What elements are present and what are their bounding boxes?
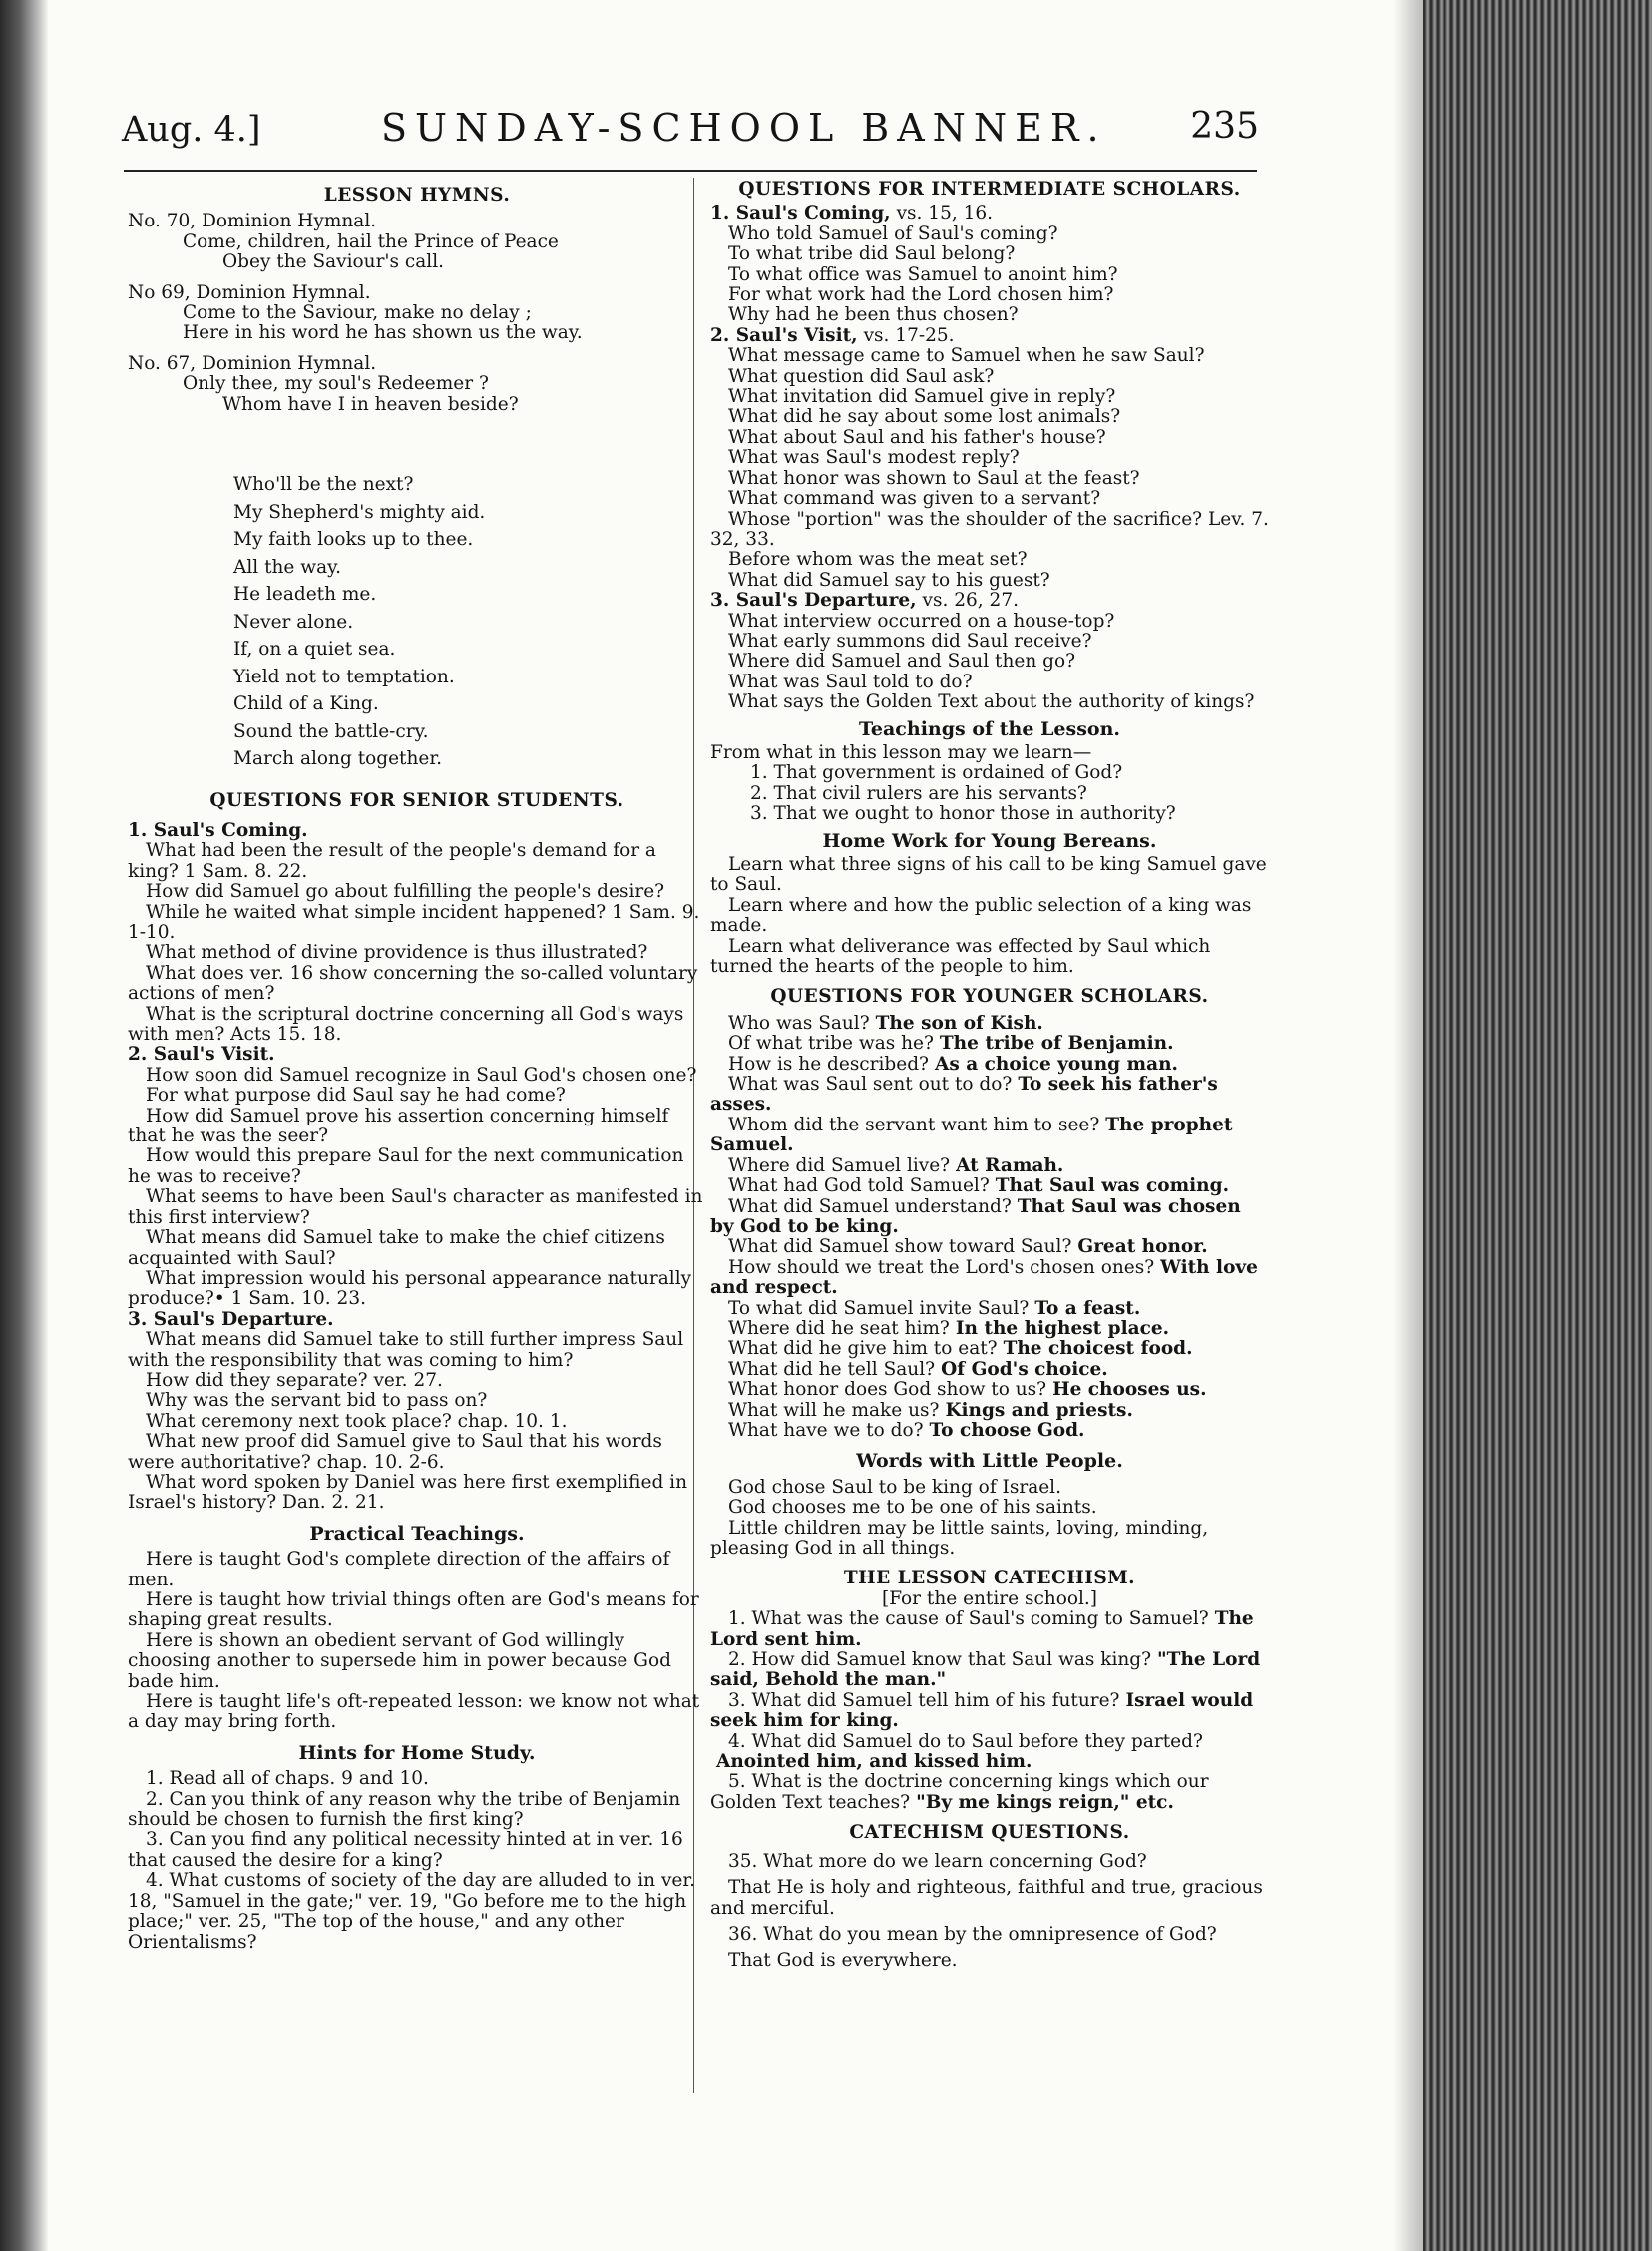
answer: Israel would seek him for king. bbox=[710, 1689, 1254, 1732]
song-title: My faith looks up to thee. bbox=[233, 529, 474, 551]
question: What word spoken by Daniel was here first exemplified in Israel's history? Dan. 2. 21. bbox=[128, 1471, 688, 1514]
answer: Kings and priests. bbox=[945, 1399, 1133, 1421]
question: 35. What more do we learn concerning God? bbox=[728, 1850, 1147, 1872]
question: What honor does God show to us? bbox=[728, 1379, 1047, 1401]
answer: With love and respect. bbox=[710, 1256, 1258, 1299]
teaching: 2. That civil rulers are his servants? bbox=[750, 782, 1087, 804]
question: What means did Samuel take to make the chief citizens acquainted with Saul? bbox=[128, 1227, 665, 1269]
page-header bbox=[122, 96, 1259, 156]
question: What did he tell Saul? bbox=[728, 1358, 936, 1380]
teaching: Here is taught God's complete direction of the affairs of men. bbox=[128, 1549, 670, 1590]
catechism-item bbox=[710, 1732, 1269, 1773]
question: What had God told Samuel? bbox=[728, 1175, 990, 1197]
hymn-line: Here in his word he has shown us the way. bbox=[183, 322, 583, 344]
left-column bbox=[128, 180, 706, 1953]
qa-row bbox=[710, 1075, 1269, 1116]
section-title: 3. Saul's Departure, bbox=[710, 590, 917, 612]
hint: 3. Can you find any political necessity hinted at in ver. 16 that caused the desire for a king? bbox=[128, 1829, 683, 1871]
words-heading: Words with Little People. bbox=[856, 1450, 1123, 1473]
question: How is he described? bbox=[728, 1053, 929, 1075]
answer: To a feast. bbox=[1034, 1297, 1141, 1319]
lesson-hymns-heading: LESSON HYMNS. bbox=[323, 185, 511, 206]
hymn-line: Come, children, hail the Prince of Peace bbox=[183, 230, 559, 252]
section-heading bbox=[710, 591, 1269, 611]
teaching: 1. That government is ordained of God? bbox=[750, 762, 1123, 784]
answer: He chooses us. bbox=[1052, 1379, 1207, 1401]
question: What about Saul and his father's house? bbox=[728, 426, 1106, 448]
question: To what office was Samuel to anoint him? bbox=[728, 263, 1118, 285]
hint: 2. Can you think of any reason why the tribe of Benjamin should be chosen to furnish the first king? bbox=[128, 1788, 681, 1831]
teaching: Here is taught life's oft-repeated lesson: we know not what a day may bring forth. bbox=[128, 1691, 700, 1733]
words-line: Little children may be little saints, loving, minding, pleasing God in all things. bbox=[710, 1517, 1209, 1559]
answer: The tribe of Benjamin. bbox=[939, 1033, 1174, 1055]
qa-row bbox=[710, 1339, 1269, 1359]
question: Who was Saul? bbox=[728, 1012, 870, 1034]
answer: "By me kings reign," etc. bbox=[916, 1791, 1174, 1813]
answer: Of God's choice. bbox=[941, 1358, 1108, 1380]
question: 3. What did Samuel tell him of his future? bbox=[728, 1689, 1120, 1711]
teachings-intro: From what in this lesson may we learn— bbox=[710, 741, 1092, 763]
question: What was Saul's modest reply? bbox=[728, 447, 1020, 469]
catechism-heading: THE LESSON CATECHISM. bbox=[843, 1568, 1136, 1589]
catechism-questions-heading: CATECHISM QUESTIONS. bbox=[849, 1822, 1130, 1844]
hymn-entry bbox=[128, 283, 706, 344]
teaching: 3. That we ought to honor those in authority? bbox=[750, 803, 1176, 825]
intermediate-questions-heading: QUESTIONS FOR INTERMEDIATE SCHOLARS. bbox=[738, 179, 1241, 200]
answer: The son of Kish. bbox=[875, 1012, 1043, 1034]
question: 2. How did Samuel know that Saul was king? bbox=[728, 1649, 1152, 1671]
question: What invitation did Samuel give in reply? bbox=[728, 386, 1116, 408]
practical-teachings-heading: Practical Teachings. bbox=[309, 1522, 525, 1545]
catechism-subtitle: [For the entire school.] bbox=[881, 1587, 1098, 1609]
younger-questions-heading: QUESTIONS FOR YOUNGER SCHOLARS. bbox=[770, 986, 1209, 1008]
question: Whom did the servant want him to see? bbox=[728, 1114, 1100, 1135]
qa-row bbox=[710, 1401, 1269, 1421]
question: Of what tribe was he? bbox=[728, 1033, 934, 1055]
question: What early summons did Saul receive? bbox=[728, 630, 1092, 652]
question: To what tribe did Saul belong? bbox=[728, 243, 1016, 265]
question: What had been the result of the people's demand for a king? 1 Sam. 8. 22. bbox=[128, 840, 656, 882]
qa-row bbox=[710, 1380, 1269, 1400]
song-title: Yield not to temptation. bbox=[233, 666, 455, 687]
question: Why had he been thus chosen? bbox=[728, 304, 1019, 326]
answer: As a choice young man. bbox=[934, 1053, 1178, 1075]
hint: 1. Read all of chaps. 9 and 10. bbox=[146, 1768, 429, 1790]
question: Who told Samuel of Saul's coming? bbox=[728, 223, 1058, 244]
question: For what purpose did Saul say he had come? bbox=[146, 1085, 566, 1107]
hymn-line: Come to the Saviour, make no delay ; bbox=[183, 302, 532, 324]
song-title: Who'll be the next? bbox=[233, 474, 414, 496]
hymn-line: Obey the Saviour's call. bbox=[222, 251, 444, 273]
question: What did Samuel understand? bbox=[728, 1195, 1012, 1217]
question: 5. What is the doctrine concerning kings which our Golden Text teaches? bbox=[710, 1771, 1209, 1813]
book-page-edges bbox=[1423, 0, 1652, 2251]
section-heading bbox=[710, 326, 1269, 346]
hymn-line: Only thee, my soul's Redeemer ? bbox=[183, 373, 489, 395]
answer: That God is everywhere. bbox=[728, 1950, 958, 1972]
words-line: God chose Saul to be king of Israel. bbox=[728, 1476, 1061, 1498]
question: What new proof did Samuel give to Saul that his words were authoritative? chap. 10. 2-6. bbox=[128, 1431, 662, 1473]
answer: The prophet Samuel. bbox=[710, 1114, 1233, 1156]
question: What honor was shown to Saul at the feast? bbox=[728, 467, 1140, 489]
song-title: All the way. bbox=[233, 556, 341, 578]
qa-row bbox=[710, 1299, 1269, 1319]
question: What have we to do? bbox=[728, 1419, 924, 1441]
question: Before whom was the meat set? bbox=[728, 549, 1028, 571]
homework-item: Learn what deliverance was effected by Saul which turned the hearts of the people to him. bbox=[710, 935, 1211, 978]
hymn-line: Whom have I in heaven beside? bbox=[222, 393, 519, 415]
qa-row bbox=[710, 1156, 1269, 1176]
hints-heading: Hints for Home Study. bbox=[298, 1741, 536, 1764]
question: To what did Samuel invite Saul? bbox=[728, 1297, 1030, 1319]
question: What does ver. 16 show concerning the so-called voluntary actions of men? bbox=[128, 962, 698, 1005]
question: What did he give him to eat? bbox=[728, 1338, 998, 1360]
section-ref: vs. 15, 16. bbox=[896, 203, 994, 225]
song-title: He leadeth me. bbox=[233, 584, 377, 606]
answer: To seek his father's asses. bbox=[710, 1074, 1218, 1116]
section-ref: vs. 26, 27. bbox=[922, 590, 1019, 612]
section-heading: 1. Saul's Coming. bbox=[128, 819, 308, 841]
senior-questions-heading: QUESTIONS FOR SENIOR STUDENTS. bbox=[209, 789, 624, 811]
qa-row bbox=[710, 1258, 1269, 1299]
homework-item: Learn where and how the public selection of a king was made. bbox=[710, 894, 1252, 937]
answer: At Ramah. bbox=[956, 1154, 1064, 1176]
qa-row bbox=[710, 1116, 1269, 1156]
header-rule bbox=[124, 170, 1257, 172]
question: What impression would his personal appearance naturally produce?• 1 Sam. 10. 23. bbox=[128, 1267, 692, 1310]
teachings-heading: Teachings of the Lesson. bbox=[858, 717, 1121, 740]
question: What seems to have been Saul's character as manifested in this first interview? bbox=[128, 1186, 703, 1228]
qa-row bbox=[710, 1176, 1269, 1196]
question: While he waited what simple incident happened? 1 Sam. 9. 1-10. bbox=[128, 901, 700, 943]
question: How would this prepare Saul for the next communication he was to receive? bbox=[128, 1145, 684, 1187]
catechism-item bbox=[710, 1772, 1269, 1813]
song-title: Sound the battle-cry. bbox=[233, 720, 429, 742]
answer: That Saul was coming. bbox=[995, 1175, 1230, 1197]
question: Where did Samuel live? bbox=[728, 1154, 951, 1176]
qa-row bbox=[710, 1421, 1269, 1441]
question: What will he make us? bbox=[728, 1399, 940, 1421]
song-title: Never alone. bbox=[233, 611, 354, 633]
qa-row bbox=[710, 1237, 1269, 1257]
teaching: Here is shown an obedient servant of God willingly choosing another to supersede him in power because God bade him. bbox=[128, 1629, 671, 1692]
page-binding-shadow bbox=[0, 0, 48, 2251]
homework-heading: Home Work for Young Bereans. bbox=[822, 829, 1157, 852]
question: How did Samuel go about fulfilling the people's desire? bbox=[146, 881, 665, 903]
question: How did Samuel prove his assertion concerning himself that he was the seer? bbox=[128, 1105, 669, 1147]
right-column bbox=[710, 180, 1269, 1972]
question: 4. What did Samuel do to Saul before they parted? bbox=[728, 1730, 1203, 1752]
qa-row bbox=[710, 1034, 1269, 1054]
question: What message came to Samuel when he saw Saul? bbox=[728, 345, 1205, 367]
section-heading bbox=[710, 204, 1269, 224]
qa-row bbox=[710, 1319, 1269, 1339]
question: How soon did Samuel recognize in Saul God's chosen one? bbox=[146, 1064, 697, 1086]
question: What was Saul sent out to do? bbox=[728, 1074, 1013, 1096]
answer: That He is holy and righteous, faithful and true, gracious and merciful. bbox=[710, 1877, 1263, 1919]
qa-row bbox=[710, 1055, 1269, 1075]
qa-row bbox=[710, 1360, 1269, 1380]
answer: "The Lord said, Behold the man." bbox=[710, 1649, 1261, 1691]
question: What did Samuel show toward Saul? bbox=[728, 1236, 1072, 1258]
catechism-item bbox=[710, 1691, 1269, 1732]
hymn-ref: No 69, Dominion Hymnal. bbox=[128, 281, 371, 303]
answer: To choose God. bbox=[929, 1419, 1085, 1441]
hymn-entry bbox=[128, 354, 706, 415]
qa-row bbox=[710, 1197, 1269, 1238]
section-heading: 3. Saul's Departure. bbox=[128, 1308, 334, 1330]
catechism-item bbox=[710, 1650, 1269, 1691]
question: What is the scriptural doctrine concerning all God's ways with men? Acts 15. 18. bbox=[128, 1003, 684, 1046]
question: What did Samuel say to his guest? bbox=[728, 569, 1050, 591]
question: What says the Golden Text about the authority of kings? bbox=[728, 691, 1255, 713]
section-ref: vs. 17-25. bbox=[863, 324, 955, 346]
answer: Great honor. bbox=[1077, 1236, 1208, 1258]
hymn-entry bbox=[128, 212, 706, 272]
question: What method of divine providence is thus illustrated? bbox=[146, 942, 648, 964]
words-line: God chooses me to be one of his saints. bbox=[728, 1497, 1097, 1519]
question: What question did Saul ask? bbox=[728, 365, 995, 387]
song-title: My Shepherd's mighty aid. bbox=[233, 501, 486, 523]
hymn-ref: No. 70, Dominion Hymnal. bbox=[128, 211, 377, 232]
teaching: Here is taught how trivial things often are God's means for shaping great results. bbox=[128, 1589, 699, 1631]
header-date: Aug. 4.] bbox=[122, 110, 261, 150]
question: 1. What was the cause of Saul's coming to Samuel? bbox=[728, 1608, 1209, 1630]
section-heading: 2. Saul's Visit. bbox=[128, 1044, 275, 1066]
question: What means did Samuel take to still further impress Saul with the responsibility that was coming to him? bbox=[128, 1329, 684, 1371]
question: Why was the servant bid to pass on? bbox=[146, 1390, 488, 1412]
hymn-ref: No. 67, Dominion Hymnal. bbox=[128, 352, 377, 374]
question: How should we treat the Lord's chosen ones? bbox=[728, 1256, 1155, 1278]
question: Whose "portion" was the shoulder of the sacrifice? Lev. 7. 32, 33. bbox=[710, 508, 1269, 550]
question: What command was given to a servant? bbox=[728, 488, 1101, 510]
question: 36. What do you mean by the omnipresence of God? bbox=[728, 1923, 1217, 1945]
question: What interview occurred on a house-top? bbox=[728, 610, 1115, 632]
answer: Anointed him, and kissed him. bbox=[716, 1751, 1032, 1773]
section-title: 1. Saul's Coming, bbox=[710, 203, 891, 225]
page-number: 235 bbox=[1190, 106, 1259, 147]
question: What did he say about some lost animals? bbox=[728, 406, 1121, 428]
question: What was Saul told to do? bbox=[728, 671, 973, 692]
answer: The choicest food. bbox=[1003, 1338, 1193, 1360]
question: How did they separate? ver. 27. bbox=[146, 1369, 443, 1391]
song-title-list bbox=[128, 475, 706, 777]
question: Where did Samuel and Saul then go? bbox=[728, 651, 1076, 673]
homework-item: Learn what three signs of his call to be king Samuel gave to Saul. bbox=[710, 854, 1267, 896]
question: For what work had the Lord chosen him? bbox=[728, 284, 1114, 306]
answer: The Lord sent him. bbox=[710, 1608, 1254, 1650]
answer: That Saul was chosen by God to be king. bbox=[710, 1195, 1241, 1237]
qa-row bbox=[710, 1014, 1269, 1034]
question: Where did he seat him? bbox=[728, 1317, 950, 1339]
header-title: SUNDAY-SCHOOL BANNER. bbox=[381, 106, 1107, 150]
hint: 4. What customs of society of the day are alluded to in ver. 18, "Samuel in the gate;" ver. 19, "Go before me to the high place;" ver. 25, "The top of the house," and any other Orientalisms? bbox=[128, 1870, 696, 1953]
catechism-item bbox=[710, 1609, 1269, 1650]
song-title: Child of a King. bbox=[233, 693, 379, 715]
section-title: 2. Saul's Visit, bbox=[710, 324, 858, 346]
question: What ceremony next took place? chap. 10. 1. bbox=[146, 1410, 568, 1432]
page-edge-shadow bbox=[1393, 0, 1423, 2251]
song-title: March along together. bbox=[233, 748, 443, 770]
answer: In the highest place. bbox=[955, 1317, 1170, 1339]
song-title: If, on a quiet sea. bbox=[233, 639, 396, 661]
